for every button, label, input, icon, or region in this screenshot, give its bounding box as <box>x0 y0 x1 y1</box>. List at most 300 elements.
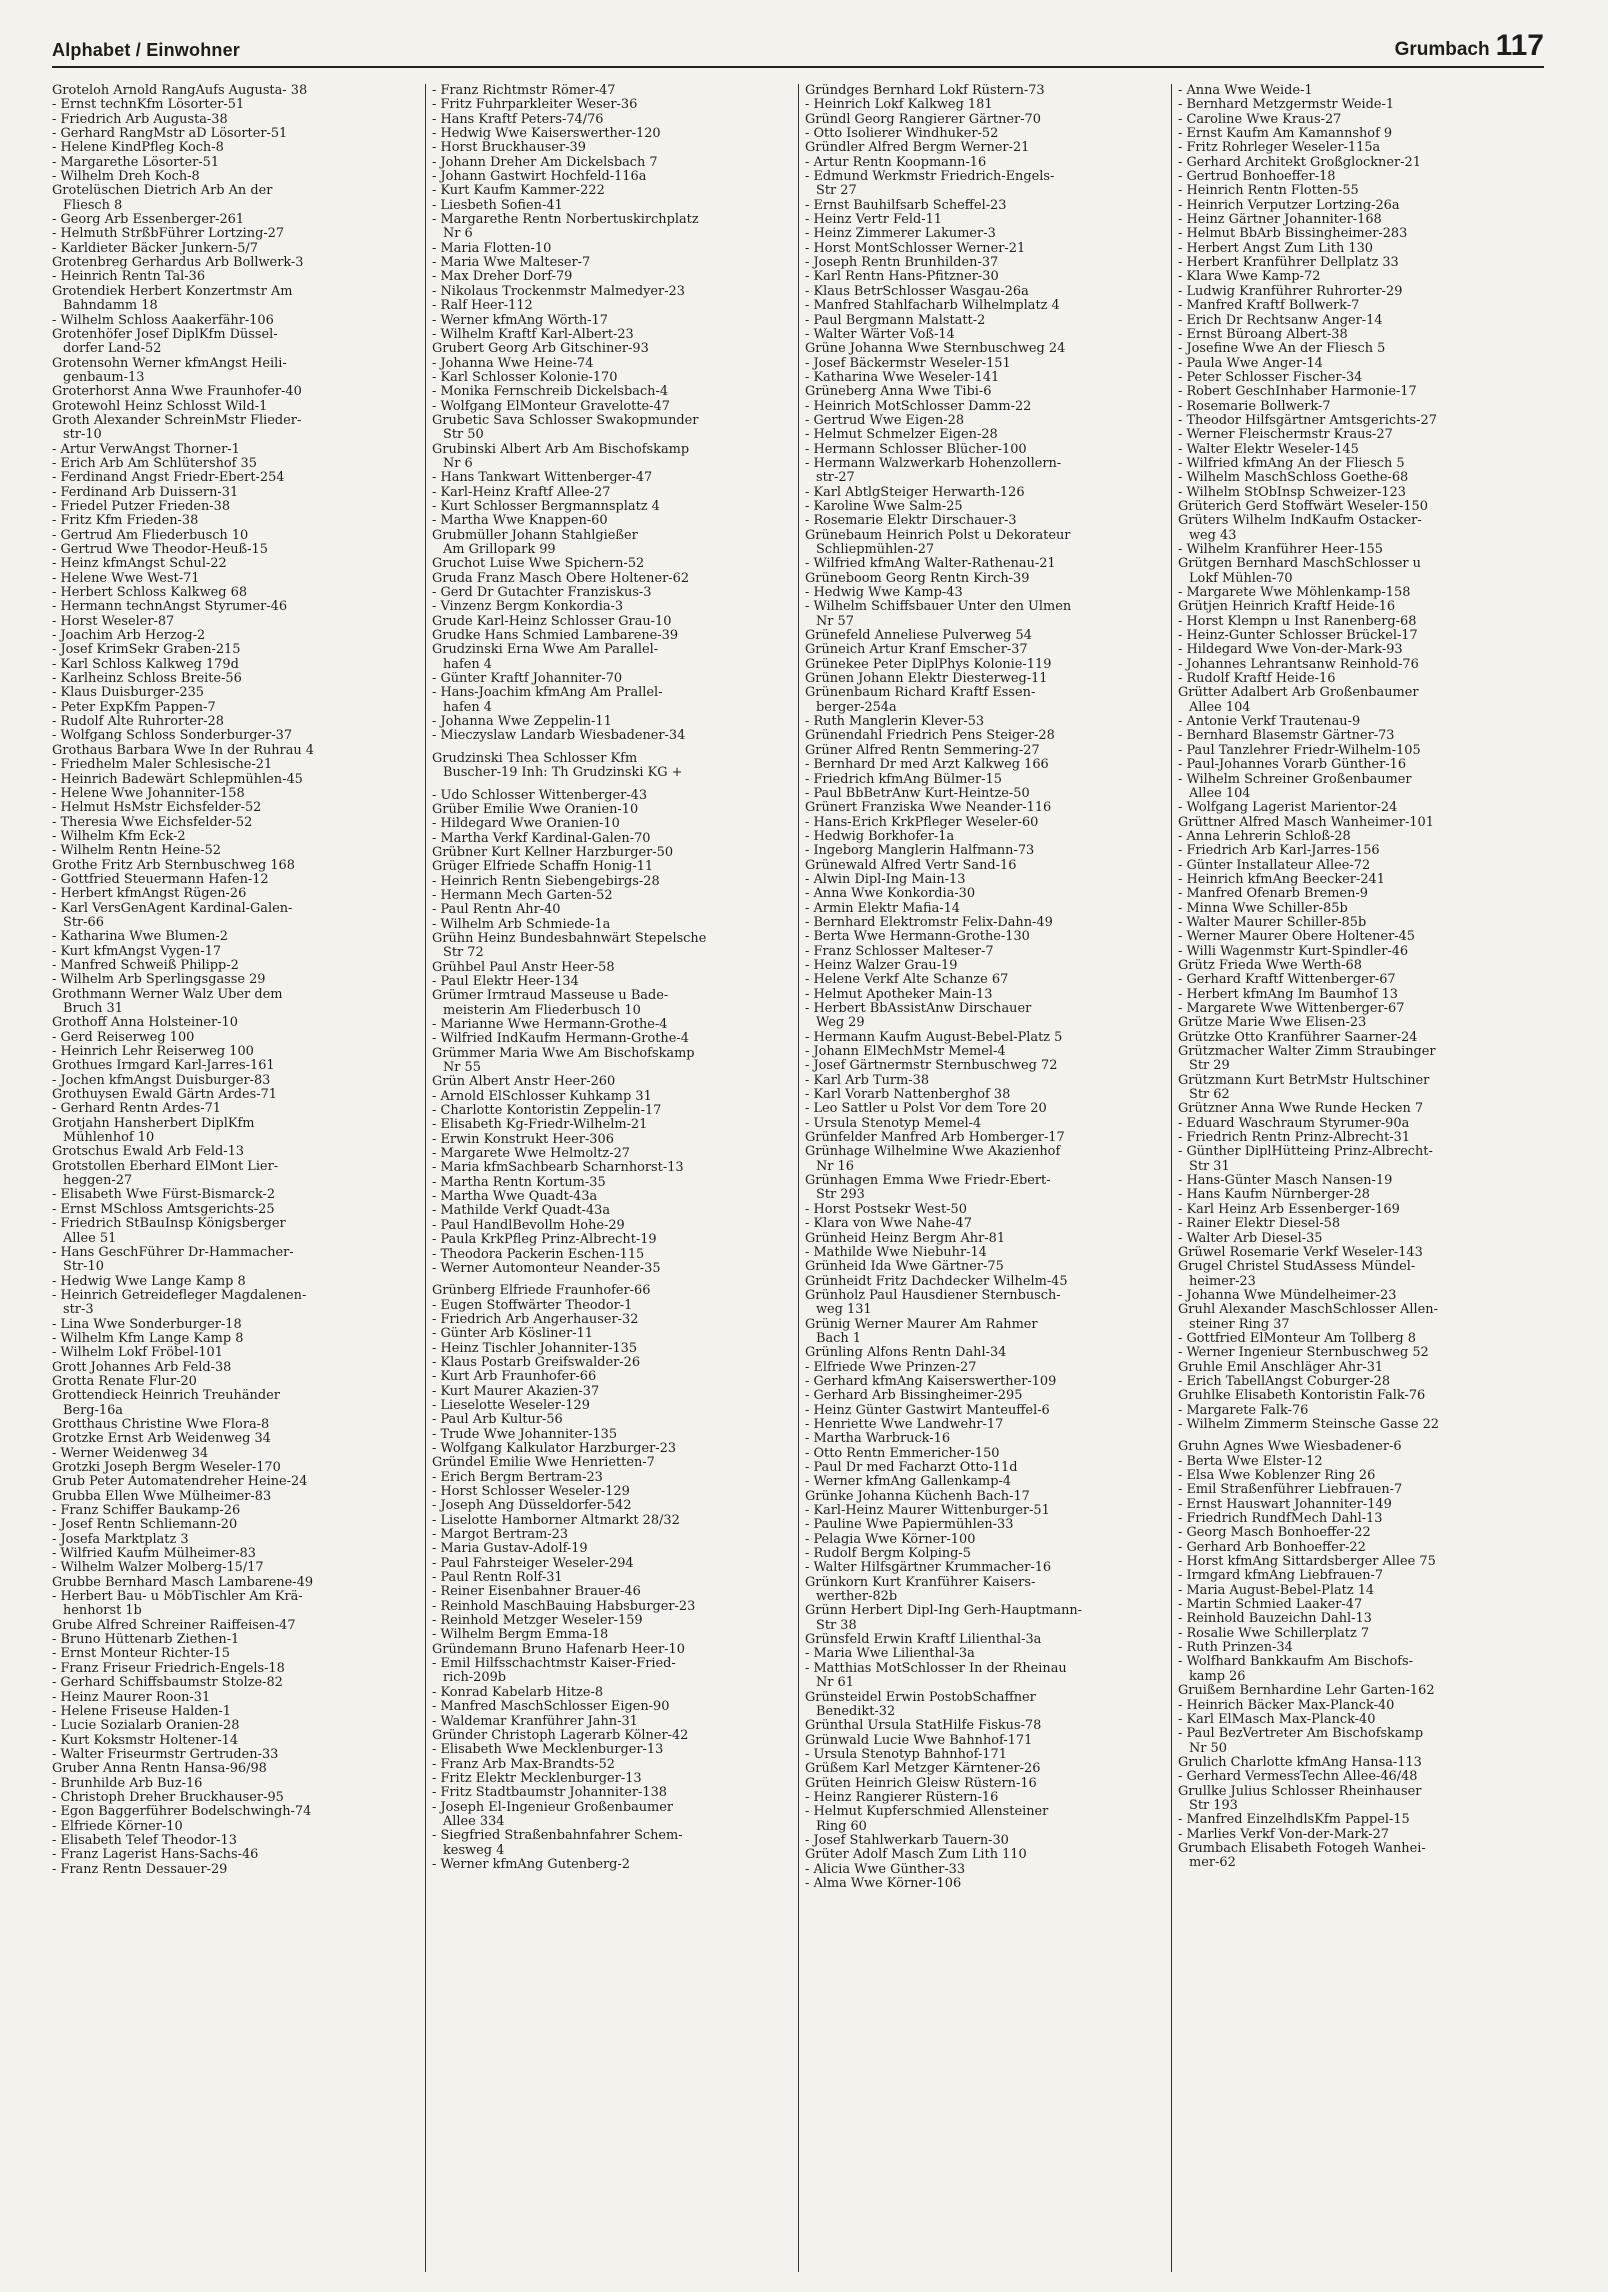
directory-entry: - Paul Rentn Ahr-40 <box>432 903 561 918</box>
directory-entry: - Anna Wwe Konkordia-30 <box>805 887 976 902</box>
directory-entry: - Karl VersGenAgent Kardinal-Galen- <box>52 901 293 916</box>
directory-entry: - Eduard Waschraum Styrumer-90a <box>1178 1116 1410 1131</box>
directory-entry: Grünthal Ursula StatHilfe Fiskus-78 <box>805 1719 1042 1734</box>
directory-entry: - Heinrich Rentn Siebengebirgs-28 <box>432 874 660 889</box>
directory-entry: - Peter Schlosser Fischer-34 <box>1178 370 1363 385</box>
directory-entry: - Günter Arb Kösliner-11 <box>432 1327 594 1342</box>
directory-entry-continuation: Str 38 <box>816 1618 857 1633</box>
directory-entry: - Heinrich Badewärt Schlepmühlen-45 <box>52 772 303 787</box>
directory-entry: - Wilhelm Dreh Koch-8 <box>52 170 200 185</box>
directory-entry: - Friedrich kfmAng Bülmer-15 <box>805 772 1002 787</box>
directory-entry-continuation: Mühlenhof 10 <box>63 1131 155 1146</box>
directory-entry: - Alicia Wwe Günther-33 <box>805 1862 966 1877</box>
directory-entry: - Herbert BbAssistAnw Dirschauer <box>805 1002 1032 1016</box>
directory-entry: - Wilhelm Kfm Eck-2 <box>52 829 186 844</box>
directory-entry: Grün Albert Anstr Heer-260 <box>432 1075 616 1090</box>
directory-entry: - Heinz Günter Gastwirt Manteuffel-6 <box>805 1403 1050 1418</box>
directory-entry-continuation: Schliepmühlen-27 <box>816 543 935 557</box>
directory-entry: - Werner Ingenieur Sternbuschweg 52 <box>1178 1346 1429 1361</box>
directory-entry: - Maria Gustav-Adolf-19 <box>432 1542 588 1557</box>
directory-entry: Grünendahl Friedrich Pens Steiger-28 <box>805 729 1055 744</box>
directory-entry: - Friedrich Arb Angerhauser-32 <box>432 1312 639 1327</box>
directory-entry: Grümer Irmtraud Masseuse u Bade- <box>432 989 669 1004</box>
directory-entry: - Ruth Manglerin Klever-53 <box>805 715 985 730</box>
directory-entry: - Helene Verkf Alte Schanze 67 <box>805 973 1009 988</box>
directory-entry: Grüneboom Georg Rentn Kirch-39 <box>805 571 1030 586</box>
directory-entry-continuation: Berg-16a <box>63 1403 123 1418</box>
directory-entry: Gruber Anna Rentn Hansa-96/98 <box>52 1762 267 1777</box>
directory-entry: - Ursula Stenotyp Memel-4 <box>805 1116 982 1131</box>
directory-entry: - Hans-Günter Masch Nansen-19 <box>1178 1174 1393 1189</box>
directory-entry: - Heinz Vertr Feld-11 <box>805 213 942 228</box>
directory-entry: Gruhn Agnes Wwe Wiesbadener-6 <box>1178 1440 1402 1455</box>
directory-entry: - Franz Arb Max-Brandts-52 <box>432 1757 615 1772</box>
directory-entry: - Paula KrkPfleg Prinz-Albrecht-19 <box>432 1233 657 1248</box>
directory-entry: - Artur Rentn Koopmann-16 <box>805 155 987 170</box>
directory-entry: - Klara Wwe Kamp-72 <box>1178 270 1321 285</box>
directory-entry: Grünheid Heinz Bergm Ahr-81 <box>805 1231 1006 1246</box>
directory-entry: Grubetic Sava Schlosser Swakopmunder <box>432 413 699 428</box>
directory-entry: - Karl Schloss Kalkweg 179d <box>52 657 239 672</box>
directory-entry-continuation: henhorst 1b <box>63 1604 142 1619</box>
directory-entry: - Paul BezVertreter Am Bischofskamp <box>1178 1727 1424 1742</box>
directory-entry: - Ernst Hauswart Johanniter-149 <box>1178 1497 1392 1512</box>
directory-entry: - Monika Fernschreib Dickelsbach-4 <box>432 385 669 400</box>
page-header <box>52 28 1544 68</box>
directory-entry: Grugel Christel StudAssess Mündel- <box>1178 1260 1416 1275</box>
directory-entry: Grünewald Alfred Vertr Sand-16 <box>805 858 1017 873</box>
directory-entry: - Helene KindPfleg Koch-8 <box>52 141 224 156</box>
directory-entry: Grotschus Ewald Arb Feld-13 <box>52 1145 244 1160</box>
directory-entry-continuation: str-10 <box>63 428 102 443</box>
directory-entry: - Gerhard Rentn Ardes-71 <box>52 1102 221 1117</box>
directory-entry: - Elsa Wwe Koblenzer Ring 26 <box>1178 1469 1376 1483</box>
directory-entry: - Otto Isolierer Windhuker-52 <box>805 127 999 142</box>
directory-entry: Grüterich Gerd Stoffwärt Weseler-150 <box>1178 499 1428 514</box>
directory-entry: - Wilhelm Arb Schmiede-1a <box>432 917 611 932</box>
directory-entry: - Wilhelm Zimmerm Steinsche Gasse 22 <box>1178 1417 1440 1432</box>
directory-entry: - Brunhilde Arb Buz-16 <box>52 1776 203 1791</box>
section-title: Alphabet / Einwohner <box>52 40 241 60</box>
directory-entry: - Klara von Wwe Nahe-47 <box>805 1217 972 1232</box>
directory-entry: Grüter Adolf Masch Zum Lith 110 <box>805 1848 1027 1863</box>
directory-entry: - Paul BbBetrAnw Kurt-Heintze-50 <box>805 786 1030 801</box>
directory-entry: Groterhorst Anna Wwe Fraunhofer-40 <box>52 385 302 400</box>
directory-entry: Grünen Johann Elektr Diesterweg-11 <box>805 672 1048 687</box>
directory-entry: - Theodora Packerin Eschen-115 <box>432 1247 645 1262</box>
directory-entry: - Pelagia Wwe Körner-100 <box>805 1532 976 1547</box>
directory-entry: - Minna Wwe Schiller-85b <box>1178 901 1348 916</box>
directory-entry: - Paul Tanzlehrer Friedr-Wilhelm-105 <box>1178 743 1421 758</box>
directory-entry: - Manfred Schweiß Philipp-2 <box>52 958 239 973</box>
directory-entry: - Josef Stahlwerkarb Tauern-30 <box>805 1833 1009 1848</box>
directory-entry: - Emil Hilfsschachtmstr Kaiser-Fried- <box>432 1657 676 1672</box>
directory-entry: - Paul Dr med Facharzt Otto-11d <box>805 1461 1018 1475</box>
directory-entry-continuation: dorfer Land-52 <box>63 342 162 357</box>
directory-entry: - Katharina Wwe Weseler-141 <box>805 370 1000 385</box>
directory-entry: - Manfred EinzelhdlsKfm Pappel-15 <box>1178 1813 1410 1828</box>
directory-entry: - Ferdinand Angst Friedr-Ebert-254 <box>52 471 285 486</box>
directory-entry: Gruda Franz Masch Obere Holtener-62 <box>432 571 690 586</box>
directory-entry-continuation: Str 72 <box>443 946 484 961</box>
directory-entry: - Egon Baggerführer Bodelschwingh-74 <box>52 1805 312 1820</box>
directory-entry-continuation: Str 29 <box>1189 1059 1230 1074</box>
directory-entry: - Liesbeth Sofien-41 <box>432 198 563 213</box>
directory-entry: - Heinrich kfmAng Beecker-241 <box>1178 872 1385 887</box>
directory-entry: - Eugen Stoffwärter Theodor-1 <box>432 1298 633 1313</box>
directory-entry: - Josefa Marktplatz 3 <box>52 1532 189 1547</box>
directory-entry: - Friedrich Rentn Prinz-Albrecht-31 <box>1178 1131 1411 1146</box>
directory-entry: - Wilfried Kaufm Mülheimer-83 <box>52 1547 256 1562</box>
directory-entry: - Horst kfmAng Sittardsberger Allee 75 <box>1178 1555 1436 1570</box>
directory-entry-continuation: Str 50 <box>443 428 484 443</box>
directory-entry: - Hermann Schlosser Blücher-100 <box>805 442 1027 457</box>
directory-entry: - Ruth Prinzen-34 <box>1178 1641 1293 1656</box>
directory-entry: - Horst Klempn u Inst Ranenberg-68 <box>1178 614 1417 629</box>
directory-entry-continuation: Lokf Mühlen-70 <box>1189 571 1293 586</box>
directory-entry: - Manfred MaschSchlosser Eigen-90 <box>432 1700 670 1715</box>
directory-entry: - Matthias MotSchlosser In der Rheinau <box>805 1661 1067 1676</box>
directory-entry-continuation: Nr 16 <box>816 1159 854 1174</box>
directory-entry: - Wilhelm Schreiner Großenbaumer <box>1178 772 1412 787</box>
directory-entry: - Klaus Postarb Greifswalder-26 <box>432 1355 641 1370</box>
directory-entry-continuation: Nr 57 <box>816 614 854 629</box>
directory-entry-continuation: heggen-27 <box>63 1174 133 1189</box>
directory-entry: - Artur VerwAngst Thorner-1 <box>52 442 240 457</box>
directory-entry-continuation: hafen 4 <box>443 657 492 672</box>
directory-entry: - Helmut BbArb Bissingheimer-283 <box>1178 227 1408 242</box>
directory-entry: - Elfriede Körner-10 <box>52 1819 183 1834</box>
directory-entry: - Ludwig Kranführer Ruhrorter-29 <box>1178 284 1403 299</box>
directory-entry: - Paul Fahrsteiger Weseler-294 <box>432 1556 634 1571</box>
directory-entry: - Bruno Hüttenarb Ziethen-1 <box>52 1633 240 1648</box>
directory-entry-continuation: Str-66 <box>63 915 104 930</box>
directory-entry-continuation: Str 62 <box>1189 1088 1230 1103</box>
directory-entry: - Gottfried ElMonteur Am Tollberg 8 <box>1178 1331 1416 1346</box>
page-number: 117 <box>1495 29 1544 62</box>
directory-entry: Grüner Alfred Rentn Semmering-27 <box>805 743 1040 758</box>
directory-entry: Grüber Emilie Wwe Oranien-10 <box>432 802 639 817</box>
directory-entry: Grotzke Ernst Arb Weidenweg 34 <box>52 1432 271 1447</box>
directory-entry-continuation: kamp 26 <box>1189 1669 1246 1684</box>
directory-entry: Grünhagen Emma Wwe Friedr-Ebert- <box>805 1174 1051 1189</box>
directory-entry-continuation: werther-82b <box>816 1590 898 1605</box>
directory-entry: Grotewohl Heinz Schlosst Wild-1 <box>52 399 268 414</box>
directory-entry: - Walter Friseurmstr Gertruden-33 <box>52 1747 279 1762</box>
directory-entry-continuation: berger-254a <box>816 700 897 715</box>
directory-entry: - Fritz Kfm Frieden-38 <box>52 514 199 529</box>
directory-entry: Grünkorn Kurt Kranführer Kaisers- <box>805 1575 1036 1590</box>
directory-entry: - Paul Arb Kultur-56 <box>432 1413 563 1428</box>
directory-entry: - Martha Wwe Quadt-43a <box>432 1190 598 1205</box>
directory-entry: - Mieczyslaw Landarb Wiesbadener-34 <box>432 729 686 744</box>
directory-entry: - Paul Rentn Rolf-31 <box>432 1571 563 1586</box>
directory-entry: - Wilhelm Walzer Molberg-15/17 <box>52 1561 264 1576</box>
directory-entry: Grubba Ellen Wwe Mülheimer-83 <box>52 1489 272 1504</box>
directory-entry-continuation: Allee 104 <box>1189 700 1251 715</box>
directory-entry: - Heinz Tischler Johanniter-135 <box>432 1341 638 1356</box>
directory-entry: Grüttner Alfred Masch Wanheimer-101 <box>1178 815 1434 830</box>
directory-entry: Grützmann Kurt BetrMstr Hultschiner <box>1178 1073 1430 1088</box>
directory-entry: - Kurt kfmAngst Vygen-17 <box>52 944 222 959</box>
directory-entry: Grünheid Ida Wwe Gärtner-75 <box>805 1260 1004 1275</box>
directory-entry-continuation: Bach 1 <box>816 1331 861 1346</box>
directory-entry: - Hildegard Wwe Oranien-10 <box>432 817 620 832</box>
directory-entry: Grübner Kurt Kellner Harzburger-50 <box>432 845 674 860</box>
directory-entry: - Wilhelm Kfm Lange Kamp 8 <box>52 1331 244 1346</box>
directory-entry: - Lucie Sozialarb Oranien-28 <box>52 1719 240 1734</box>
directory-entry-continuation: genbaum-13 <box>63 370 145 385</box>
directory-entry: - Manfred Kraftf Bollwerk-7 <box>1178 299 1360 314</box>
directory-entry: - Hedwig Wwe Lange Kamp 8 <box>52 1274 246 1289</box>
directory-entry: Grude Karl-Heinz Schlosser Grau-10 <box>432 614 672 629</box>
directory-entry: Grünert Franziska Wwe Neander-116 <box>805 801 1052 816</box>
directory-entry: - Gerhard kfmAng Kaiserswerther-109 <box>805 1374 1057 1389</box>
directory-entry: - Paula Wwe Anger-14 <box>1178 356 1323 371</box>
directory-entry-continuation: steiner Ring 37 <box>1189 1317 1290 1332</box>
directory-entry: Grünheidt Fritz Dachdecker Wilhelm-45 <box>805 1274 1068 1289</box>
directory-entry: - Theodor Hilfsgärtner Amtsgerichts-27 <box>1178 413 1437 428</box>
directory-entry: - Friedrich StBauInsp Königsberger <box>52 1217 286 1232</box>
directory-entry: - Helmuth StrßbFührer Lortzing-27 <box>52 227 285 242</box>
directory-entry: - Lina Wwe Sonderburger-18 <box>52 1317 242 1332</box>
directory-entry: - Mathilde Verkf Quadt-43a <box>432 1204 611 1219</box>
directory-entry: - Hans Kraftf Peters-74/76 <box>432 112 604 127</box>
directory-entry: - Herbert Angst Zum Lith 130 <box>1178 241 1374 256</box>
directory-entry: - Gottfried Steuermann Hafen-12 <box>52 872 269 887</box>
directory-entry: - Nikolaus Trockenmstr Malmedyer-23 <box>432 284 685 299</box>
directory-entry: - Ingeborg Manglerin Halfmann-73 <box>805 844 1035 859</box>
directory-entry: - Bernhard Elektromstr Felix-Dahn-49 <box>805 915 1053 930</box>
directory-entry: Grothaus Barbara Wwe In der Ruhrau 4 <box>52 743 315 758</box>
directory-entry: - Werner kfmAng Gutenberg-2 <box>432 1857 630 1872</box>
directory-entry: - Erich TabellAngst Coburger-28 <box>1178 1374 1391 1389</box>
directory-entry: - Maria Flotten-10 <box>432 241 552 256</box>
directory-entry: - Rosalie Wwe Schillerplatz 7 <box>1178 1626 1370 1641</box>
directory-entry: Grubert Georg Arb Gitschiner-93 <box>432 342 649 357</box>
directory-entry: Grütgen Bernhard MaschSchlosser u <box>1178 557 1421 572</box>
directory-entry: - Elisabeth Telef Theodor-13 <box>52 1833 237 1848</box>
directory-entry: - Karlheinz Schloss Breite-56 <box>52 672 242 687</box>
directory-entry: - Wilhelm Lokf Fröbel-101 <box>52 1346 223 1361</box>
directory-entry: - Edmund Werkmstr Friedrich-Engels- <box>805 170 1055 185</box>
directory-entry-continuation: weg 131 <box>816 1303 872 1318</box>
directory-entry: - Bernhard Dr med Arzt Kalkweg 166 <box>805 758 1049 773</box>
column-2 <box>425 84 798 2272</box>
directory-entry: Grüwel Rosemarie Verkf Weseler-143 <box>1178 1245 1423 1260</box>
directory-entry: Grothoff Anna Holsteiner-10 <box>52 1016 238 1031</box>
column-1 <box>52 84 425 2272</box>
directory-entry: Grütze Marie Wwe Elisen-23 <box>1178 1016 1367 1031</box>
directory-entry: Grüters Wilhelm IndKaufm Ostacker- <box>1178 514 1422 529</box>
directory-entry: - Maria Wwe Malteser-7 <box>432 256 591 271</box>
directory-entry: - Wolfgang ElMonteur Gravelotte-47 <box>432 399 670 414</box>
directory-entry: Grüneich Artur Kranf Emscher-37 <box>805 643 1028 658</box>
directory-entry: - Ralf Heer-112 <box>432 299 533 314</box>
directory-entry: - Elisabeth Wwe Fürst-Bismarck-2 <box>52 1188 276 1203</box>
directory-entry: - Manfred Stahlfacharb Wilhelmplatz 4 <box>805 299 1060 314</box>
directory-entry: Gründer Christoph Lagerarb Kölner-42 <box>432 1728 689 1743</box>
directory-entry: - Wilfried kfmAng An der Fliesch 5 <box>1178 456 1405 471</box>
directory-entry: - Gerhard Kraftf Wittenberger-67 <box>1178 973 1396 988</box>
directory-entry: - Theresia Wwe Eichsfelder-52 <box>52 815 253 830</box>
directory-entry: - Friedrich Arb Karl-Jarres-156 <box>1178 844 1380 859</box>
directory-entry: - Caroline Wwe Kraus-27 <box>1178 112 1342 127</box>
directory-entry: - Armin Elektr Mafia-14 <box>805 901 961 916</box>
directory-entry: - Josef KrimSekr Graben-215 <box>52 643 241 658</box>
directory-entry: Grubbe Bernhard Masch Lambarene-49 <box>52 1575 314 1590</box>
directory-entry: - Margarete Wwe Wittenberger-67 <box>1178 1002 1405 1016</box>
directory-entry: - Ernst Büroang Albert-38 <box>1178 327 1348 342</box>
directory-entry: - Wilhelm Rentn Heine-52 <box>52 844 221 859</box>
directory-entry: Grullke Julius Schlosser Rheinhauser <box>1178 1784 1422 1799</box>
directory-entry: - Erwin Konstrukt Heer-306 <box>432 1132 614 1147</box>
directory-entry: - Gertrud Wwe Eigen-28 <box>805 413 965 428</box>
directory-entry: - Rainer Elektr Diesel-58 <box>1178 1217 1341 1232</box>
directory-entry-continuation: heimer-23 <box>1189 1274 1256 1289</box>
directory-entry: - Josef Rentn Schliemann-20 <box>52 1518 238 1533</box>
directory-entry: - Klaus BetrSchlosser Wasgau-26a <box>805 284 1029 299</box>
directory-entry: - Johann Gastwirt Hochfeld-116a <box>432 170 647 185</box>
directory-entry: - Wilhelm Arb Sperlingsgasse 29 <box>52 973 266 988</box>
directory-entry: - Karl Vorarb Nattenberghof 38 <box>805 1088 1011 1103</box>
directory-entry: Gruhl Alexander MaschSchlosser Allen- <box>1178 1303 1438 1318</box>
directory-entry: Grünenbaum Richard Kraftf Essen- <box>805 686 1036 701</box>
column-3 <box>798 84 1171 2272</box>
directory-entry: - Heinrich Rentn Flotten-55 <box>1178 184 1359 199</box>
directory-entry: - Margot Bertram-23 <box>432 1528 569 1543</box>
directory-entry: Grotensohn Werner kfmAngst Heili- <box>52 356 287 371</box>
directory-entry: - Heinrich MotSchlosser Damm-22 <box>805 399 1032 414</box>
directory-entry: - Wilfried IndKaufm Hermann-Grothe-4 <box>432 1032 689 1047</box>
directory-entry: - Werner Fleischermstr Kraus-27 <box>1178 428 1393 443</box>
directory-columns <box>52 84 1544 2272</box>
directory-entry: - Günter Installateur Allee-72 <box>1178 858 1371 873</box>
directory-entry: - Mathilde Wwe Niebuhr-14 <box>805 1245 987 1260</box>
directory-entry: Grudzinski Erna Wwe Am Parallel- <box>432 643 659 658</box>
directory-entry: - Heinz-Gunter Schlosser Brückel-17 <box>1178 629 1418 644</box>
directory-entry: - Werner Weidenweg 34 <box>52 1446 209 1461</box>
directory-entry: - Wolfgang Schloss Sonderburger-37 <box>52 729 293 744</box>
directory-entry: Grünwald Lucie Wwe Bahnhof-171 <box>805 1733 1033 1748</box>
directory-entry: - Walter Arb Diesel-35 <box>1178 1231 1323 1246</box>
directory-entry: Gruißem Bernhardine Lehr Garten-162 <box>1178 1684 1435 1699</box>
directory-entry: - Hermann Walzwerkarb Hohenzollern- <box>805 456 1062 471</box>
directory-entry: - Rosemarie Bollwerk-7 <box>1178 399 1331 414</box>
directory-entry: - Klaus Duisburger-235 <box>52 686 204 701</box>
directory-entry: - Karoline Wwe Salm-25 <box>805 499 963 514</box>
directory-entry: - Heinz Walzer Grau-19 <box>805 958 958 973</box>
directory-entry: - Margarete Wwe Helmoltz-27 <box>432 1147 630 1162</box>
directory-entry: - Karldieter Bäcker Junkern-5/7 <box>52 241 258 256</box>
directory-entry: - Heinrich Bäcker Max-Planck-40 <box>1178 1698 1395 1713</box>
directory-entry: Grott Johannes Arb Feld-38 <box>52 1360 232 1375</box>
directory-entry: - Robert GeschInhaber Harmonie-17 <box>1178 385 1417 400</box>
running-head-place: Grumbach <box>1394 39 1490 60</box>
directory-entry: - Martha Warbruck-16 <box>805 1432 951 1447</box>
directory-entry: Grotendiek Herbert Konzertmstr Am <box>52 284 293 299</box>
directory-entry-continuation: Bruch 31 <box>63 1002 123 1016</box>
directory-entry: - Siegfried Straßenbahnfahrer Schem- <box>432 1829 683 1844</box>
directory-entry: Gruhlke Elisabeth Kontoristin Falk-76 <box>1178 1389 1426 1404</box>
directory-entry: - Franz Friseur Friedrich-Engels-18 <box>52 1661 285 1676</box>
directory-entry: Grothe Fritz Arb Sternbuschweg 168 <box>52 858 295 873</box>
directory-entry: - Hildegard Wwe Von-der-Mark-93 <box>1178 643 1403 658</box>
directory-entry: - Anna Wwe Weide-1 <box>1178 84 1313 98</box>
directory-entry: - Karl AbtlgSteiger Herwarth-126 <box>805 485 1025 500</box>
directory-entry: - Ernst technKfm Lösorter-51 <box>52 98 245 113</box>
directory-entry: Grüneberg Anna Wwe Tibi-6 <box>805 385 992 400</box>
directory-entry: - Paul Bergmann Malstatt-2 <box>805 313 986 328</box>
directory-entry: Grulich Charlotte kfmAng Hansa-113 <box>1178 1755 1422 1770</box>
directory-entry: - Berta Wwe Hermann-Grothe-130 <box>805 930 1030 945</box>
directory-entry: - Manfred Ofenarb Bremen-9 <box>1178 887 1368 902</box>
directory-entry: - Heinz Zimmerer Lakumer-3 <box>805 227 996 242</box>
directory-entry: - Hermann technAngst Styrumer-46 <box>52 600 288 615</box>
directory-entry: - Marlies Verkf Von-der-Mark-27 <box>1178 1827 1390 1842</box>
directory-entry: - Heinrich Lehr Reiserweg 100 <box>52 1045 254 1060</box>
directory-entry: Grühbel Paul Anstr Heer-58 <box>432 960 615 975</box>
directory-entry: Grünfelder Manfred Arb Homberger-17 <box>805 1131 1065 1146</box>
directory-entry: - Wolfgang Kalkulator Harzburger-23 <box>432 1441 677 1456</box>
directory-entry: - Friedrich Arb Augusta-38 <box>52 112 228 127</box>
directory-entry: - Heinrich Verputzer Lortzing-26a <box>1178 198 1400 213</box>
directory-entry: - Trude Wwe Johanniter-135 <box>432 1427 618 1442</box>
directory-entry: - Karl Rentn Hans-Pfitzner-30 <box>805 270 999 285</box>
directory-entry: - Fritz Stadtbaumstr Johanniter-138 <box>432 1786 667 1801</box>
directory-entry: - Hedwig Wwe Kaiserswerther-120 <box>432 127 661 142</box>
directory-entry: Grotstollen Eberhard ElMont Lier- <box>52 1159 279 1174</box>
directory-entry: Grünsfeld Erwin Kraftf Lilienthal-3a <box>805 1633 1042 1648</box>
directory-entry: - Helmut HsMstr Eichsfelder-52 <box>52 801 262 816</box>
directory-entry: - Franz Lagerist Hans-Sachs-46 <box>52 1848 259 1863</box>
directory-entry: - Jochen kfmAngst Duisburger-83 <box>52 1073 271 1088</box>
directory-entry: - Gerd Dr Gutachter Franziskus-3 <box>432 586 652 601</box>
directory-entry: - Günther DiplHütteing Prinz-Albrecht- <box>1178 1145 1433 1160</box>
directory-entry: - Henriette Wwe Landwehr-17 <box>805 1417 1004 1432</box>
directory-entry: - Gertrud Bonhoeffer-18 <box>1178 170 1336 185</box>
directory-entry: Grotelüschen Dietrich Arb An der <box>52 184 273 199</box>
directory-entry: - Wolfhard Bankkaufm Am Bischofs- <box>1178 1655 1414 1670</box>
directory-entry-continuation: Str 293 <box>816 1188 865 1203</box>
directory-entry: Grützke Otto Kranführer Saarner-24 <box>1178 1030 1418 1045</box>
directory-entry: - Ernst Monteur Richter-15 <box>52 1647 230 1662</box>
directory-entry: Grudke Hans Schmied Lambarene-39 <box>432 629 679 644</box>
directory-entry: - Wilhelm Schiffsbauer Unter den Ulmen <box>805 600 1072 615</box>
directory-entry: Gründges Bernhard Lokf Rüstern-73 <box>805 84 1045 98</box>
directory-entry-continuation: kesweg 4 <box>443 1843 505 1858</box>
directory-entry: - Vinzenz Bergm Konkordia-3 <box>432 600 624 615</box>
directory-entry-continuation: Benedikt-32 <box>816 1704 896 1719</box>
directory-entry: - Heinrich Getreidefleger Magdalenen- <box>52 1288 307 1303</box>
directory-entry: - Willi Wagenmstr Kurt-Spindler-46 <box>1178 944 1409 959</box>
directory-entry: Grüne Johanna Wwe Sternbuschweg 24 <box>805 342 1066 357</box>
directory-entry: - Erich Arb Am Schlütershof 35 <box>52 456 257 471</box>
directory-entry: Grubinski Albert Arb Am Bischofskamp <box>432 442 690 457</box>
directory-entry: - Werner Automonteur Neander-35 <box>432 1261 661 1276</box>
directory-entry: - Gertrud Am Fliederbusch 10 <box>52 528 249 543</box>
directory-entry: - Irmgard kfmAng Liebfrauen-7 <box>1178 1569 1384 1584</box>
directory-entry: - Heinz Rangierer Rüstern-16 <box>805 1790 999 1805</box>
directory-entry: Grützner Anna Wwe Runde Hecken 7 <box>1178 1102 1424 1117</box>
directory-entry: - Fritz Fuhrparkleiter Weser-36 <box>432 98 638 113</box>
directory-entry: - Gerhard Schiffsbaumstr Stolze-82 <box>52 1676 283 1691</box>
directory-entry: - Charlotte Kontoristin Zeppelin-17 <box>432 1104 662 1119</box>
directory-entry: Groteloh Arnold RangAufs Augusta- 38 <box>52 84 308 98</box>
directory-entry: - Bernhard Metzgermstr Weide-1 <box>1178 98 1395 113</box>
directory-entry: - Heinz kfmAngst Schul-22 <box>52 557 227 572</box>
directory-entry: - Helene Wwe West-71 <box>52 571 200 586</box>
